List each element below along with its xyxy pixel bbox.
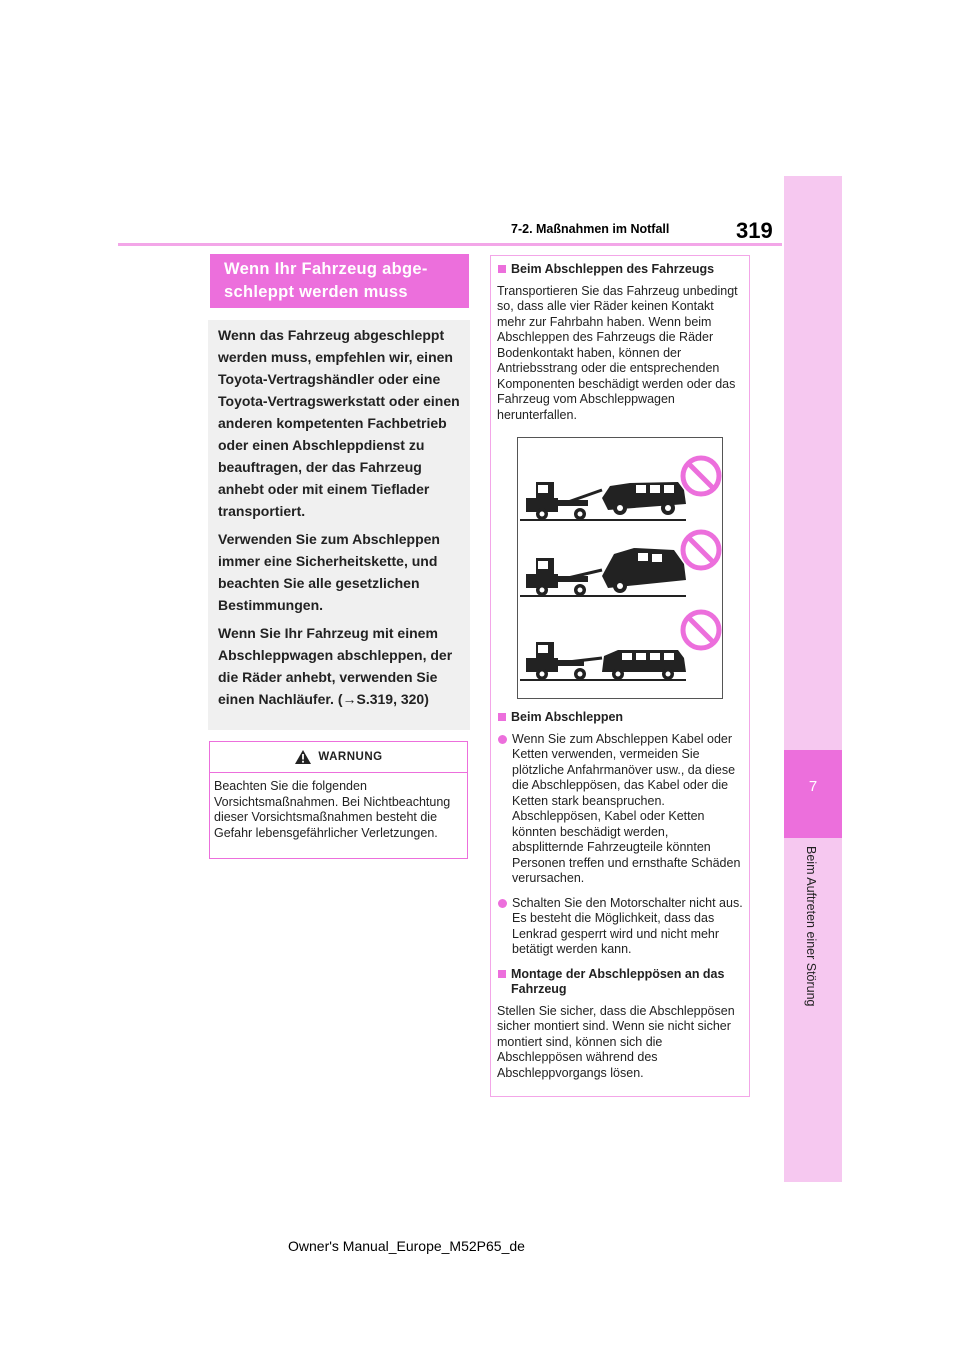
bullet-heading: [497, 710, 743, 726]
chapter-side-tab: [784, 176, 842, 1182]
square-bullet-icon: [498, 970, 506, 978]
list-item-text: Schalten Sie den Motorschalter nicht aus. Es besteht die Möglichkeit, dass das Lenkrad gesperrt wird und nicht mehr betätigt werden kann.: [512, 895, 743, 956]
section-title: 7-2. Maßnahmen im Notfall: [511, 222, 670, 236]
section-heading: [210, 254, 469, 308]
warning-title: WARNUNG: [318, 751, 383, 763]
square-bullet-icon: [498, 265, 506, 273]
warning-box: [209, 741, 468, 859]
right-content-box: [490, 255, 750, 1097]
section-heading-line1: Wenn Ihr Fahrzeug abge-: [224, 260, 428, 278]
footer-text: Owner's Manual_Europe_M52P65_de: [288, 1238, 525, 1254]
list-item: [497, 896, 743, 958]
body-paragraph: Transportieren Sie das Fahrzeug unbedingt so, dass alle vier Räder keinen Kontakt mehr zur Fahrbahn haben. Wenn beim Abschleppen des Fahrzeugs die Räder Bodenkontakt haben, können der Antriebsstrang oder die entsprechenden Komponenten beschädigt werden oder das Fahrzeug vom Abschleppwagen herunterfallen.: [497, 283, 738, 422]
page-number: 319: [736, 218, 773, 243]
warning-text: Beachten Sie die folgenden Vorsichtsmaßnahmen. Bei Nichtbeachtung dieser Vorsichtsmaßnahmen besteht die Gefahr lebensgefährlicher Verletzungen.: [214, 779, 451, 840]
bullet-heading-text: Beim Abschleppen des Fahrzeugs: [511, 262, 715, 276]
circle-bullet-icon: [498, 899, 507, 908]
bullet-heading: [497, 967, 743, 998]
body-paragraph: Stellen Sie sicher, dass die Abschleppösen sicher montiert sind. Wenn sie nicht sicher montiert sind, können sich die Abschleppösen während des Abschleppvorgangs lösen.: [497, 1003, 735, 1080]
warning-header: [210, 742, 467, 772]
towing-prohibited-icon: [518, 438, 722, 698]
bullet-heading-text: Montage der Abschleppösen an das Fahrzeug: [511, 966, 725, 996]
circle-bullet-icon: [498, 735, 507, 744]
bullet-heading-text: Beim Abschleppen: [511, 710, 624, 724]
towing-illustration: [517, 437, 723, 699]
warning-triangle-icon: [294, 749, 312, 765]
intro-paragraph-1: Wenn das Fahrzeug abgeschleppt werden muss, empfehlen wir, einen Toyota-Vertragshändler oder eine Toyota-Vertragswerkstatt oder einen anderen kompetenten Fachbetrieb oder einen Abschleppdienst zu beauftragen, der das Fahrzeug anhebt oder mit einem Tieflader transportiert.: [218, 327, 460, 519]
list-item: [497, 732, 743, 887]
list-item-text: Wenn Sie zum Abschleppen Kabel oder Ketten verwenden, vermeiden Sie plötzliche Anfahrmanöver usw., da diese die Abschleppösen, das Kabel oder die Ketten stark beanspruchen. Abschleppösen, Kabel oder Ketten könnten beschädigt werden, absplitternde Fahrzeugteile könnten Personen treffen und ernsthafte Schäden verursachen.: [512, 731, 741, 885]
chapter-number: 7: [808, 778, 818, 795]
intro-paragraph-2: Verwenden Sie zum Abschleppen immer eine Sicherheitskette, und beachten Sie alle gesetzlichen Bestimmungen.: [218, 531, 440, 613]
intro-paragraph-3: Wenn Sie Ihr Fahrzeug mit einem Abschleppwagen abschleppen, der die Räder anhebt, verwenden Sie einen Nachläufer. (→S.319, 320): [218, 625, 453, 707]
header-rule: [118, 243, 782, 246]
chapter-title: Beim Auftreten einer Störung: [804, 846, 818, 1007]
section-heading-line2: schleppt werden muss: [224, 283, 408, 301]
bullet-heading: [497, 262, 743, 278]
intro-box: [208, 320, 470, 730]
square-bullet-icon: [498, 713, 506, 721]
